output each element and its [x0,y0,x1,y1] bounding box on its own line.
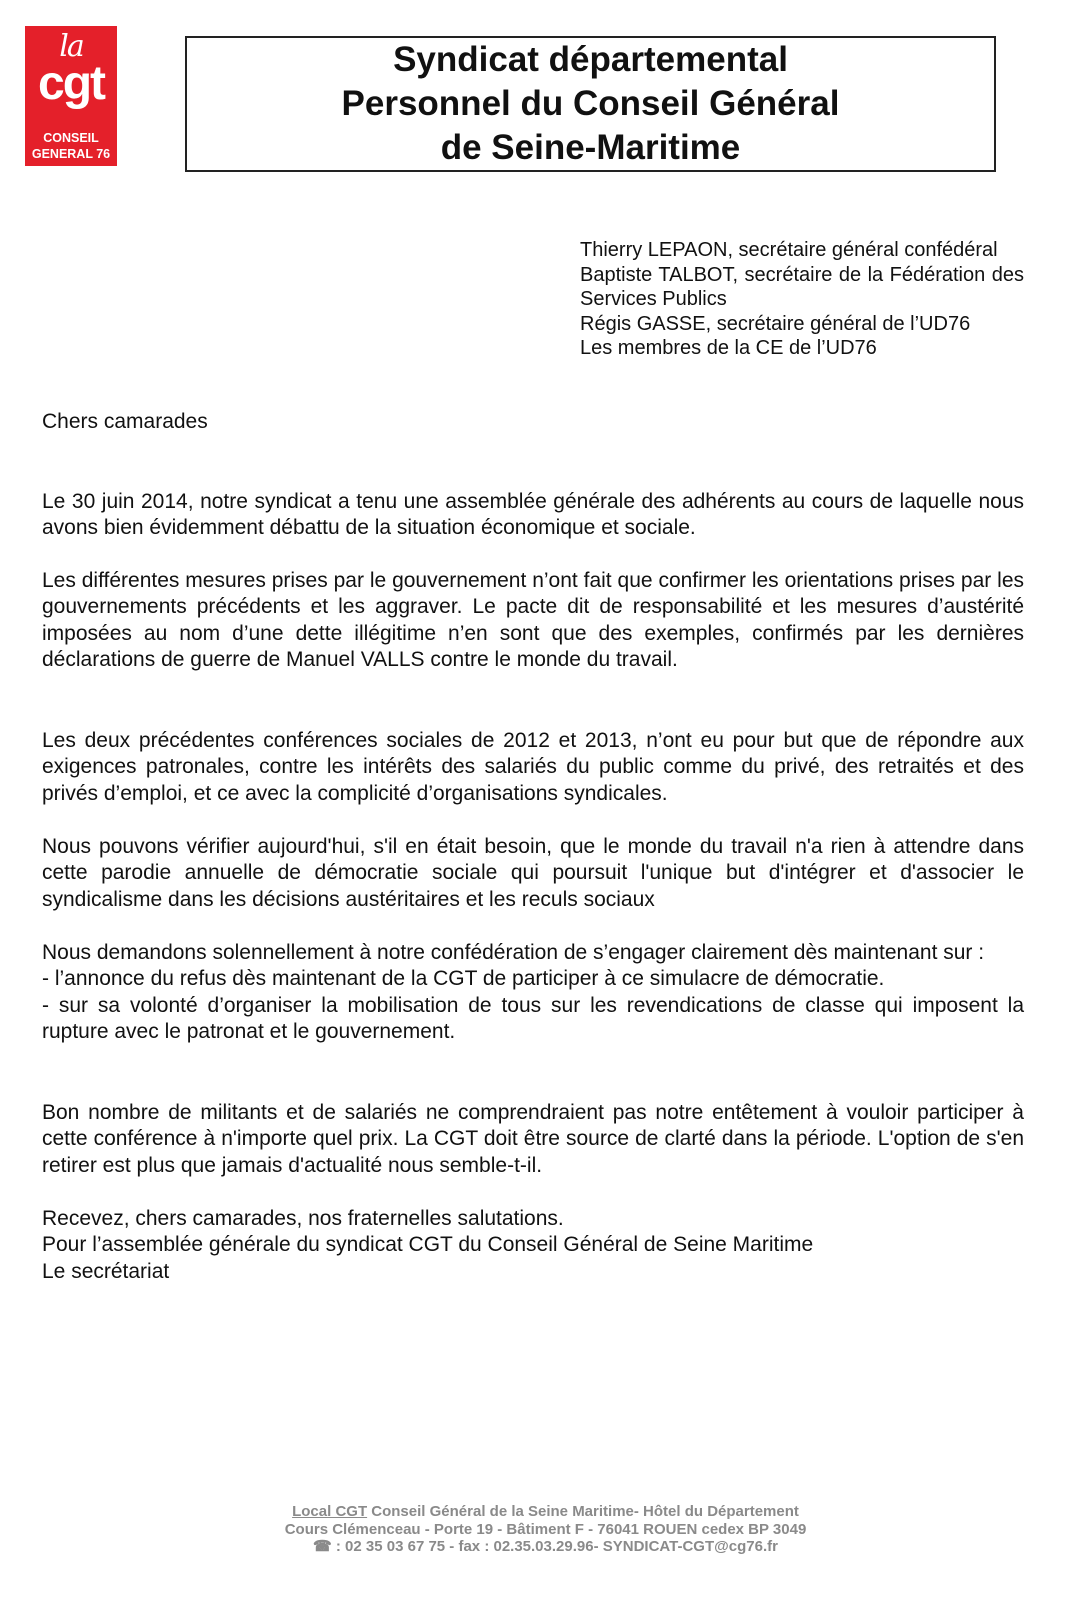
paragraph-2: Les différentes mesures prises par le gouvernement n’ont fait que confirmer les orientations prises par les gouvernements précédents et les aggraver. Le pacte dit de responsabilité et les mesures d’austérité imposées au nom d’une dette illégitime n’en sont que des exemples, confirmés par les dernières déclarations de guerre de Manuel VALLS contre le monde du travail. [42,569,1024,672]
recipient-3: Régis GASSE, secrétaire général de l’UD76 [580,312,971,335]
signoff-block [42,1206,1024,1285]
signoff-on-behalf: Pour l’assemblée générale du syndicat CGT du Conseil Général de Seine Maritime [42,1233,814,1257]
paragraph-1: Le 30 juin 2014, notre syndicat a tenu une assemblée générale des adhérents au cours de laquelle nous avons bien évidemment débattu de la situation économique et sociale. [42,490,1024,540]
footer-local-label: Local CGT [292,1503,368,1520]
recipient-4: Les membres de la CE de l’UD76 [580,337,877,360]
cgt-logo [25,26,117,166]
salutation: Chers camarades [42,410,208,433]
footer-line-1-text: Conseil Général de la Seine Maritime- Hôtel du Département [367,1503,799,1520]
logo-brand: cgt [38,57,104,110]
demand-item-1: - l’annonce du refus dès maintenant de la CGT de participer à ce simulacre de démocratie. [42,967,885,991]
logo-subtitle-line1: CONSEIL [43,131,99,145]
recipient-1: Thierry LEPAON, secrétaire général confédéral [580,239,998,261]
paragraph-4: Nous pouvons vérifier aujourd'hui, s'il en était besoin, que le monde du travail n'a rien à attendre dans cette parodie annuelle de démocratie sociale qui poursuit l'unique but d'intégrer et d'associer le syndicalisme dans les décisions austéritaires et les reculs sociaux [42,835,1024,911]
phone-icon: ☎ [313,1538,332,1555]
footer-line-2: Cours Clémenceau - Porte 19 - Bâtiment F - 76041 ROUEN cedex BP 3049 [284,1520,807,1538]
demand-item-2: - sur sa volonté d’organiser la mobilisation de tous sur les revendications de classe qui imposent la rupture avec le patronat et le gouvernement. [42,993,1024,1044]
demands-block [42,940,1024,1046]
closing-paragraph: Bon nombre de militants et de salariés ne comprendraient pas notre entêtement à vouloir participer à cette conférence à n'importe quel prix. La CGT doit être source de clarté dans la période. L'option de s'en retirer est plus que jamais d'actualité nous semble-t-il. [42,1101,1024,1177]
logo-subtitle [25,130,117,162]
recipient-2: Baptiste TALBOT, secrétaire de la Fédération des Services Publics [580,263,1024,311]
signoff-greeting: Recevez, chers camarades, nos fraternelles salutations. [42,1207,564,1230]
document-title-box [185,36,996,172]
title-line-1: Syndicat départemental [393,40,788,79]
footer-line-1 [0,1503,1091,1521]
paragraph-3: Les deux précédentes conférences sociales de 2012 et 2013, n’ont eu pour but que de répondre aux exigences patronales, contre les intérêts des salariés du public comme du privé, des retraités et des privés d’emploi, et ce avec la complicité d’organisations syndicales. [42,729,1024,805]
footer-contact: : 02 35 03 67 75 - fax : 02.35.03.29.96- SYNDICAT-CGT@cg76.fr [331,1538,778,1555]
logo-script: la [59,29,83,64]
logo-subtitle-line2: GENERAL 76 [31,147,111,161]
title-line-3: de Seine-Maritime [440,128,741,167]
demands-intro: Nous demandons solennellement à notre confédération de s’engager clairement dès maintenant sur : [42,941,985,964]
footer-address [0,1503,1091,1556]
recipients-block [580,238,1024,361]
title-line-2: Personnel du Conseil Général [341,84,840,123]
footer-line-3 [0,1538,1091,1556]
signoff-signature: Le secrétariat [42,1259,170,1283]
